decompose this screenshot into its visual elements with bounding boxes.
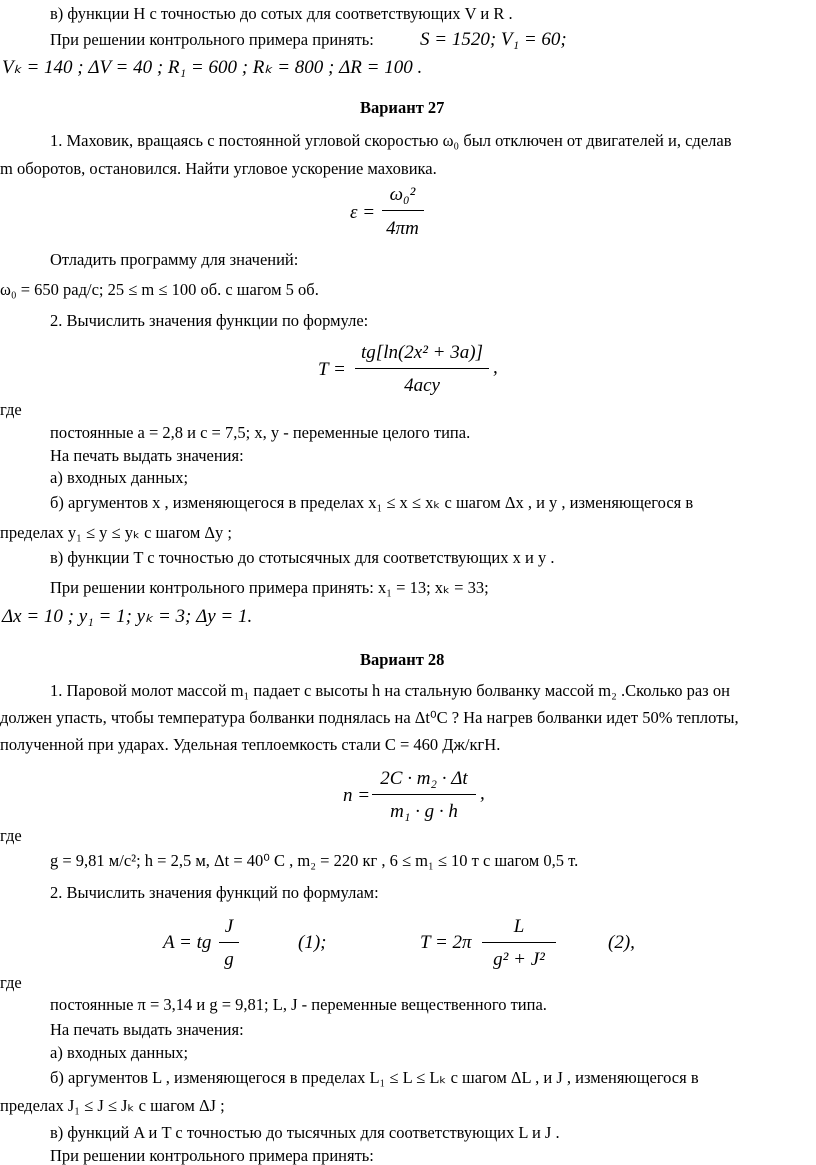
text-line: в) функции H с точностью до сотых для соответствующих V и R . xyxy=(50,4,513,23)
formula-lhs: T = xyxy=(318,359,346,380)
text-line: ω₀ = 650 рад/с; 25 ≤ m ≤ 100 об. с шагом 5 об. xyxy=(0,280,319,299)
formula-lhs: T = 2π xyxy=(420,932,472,953)
formula-denominator: m₁ · g · h xyxy=(390,801,458,822)
text-line: а) входных данных; xyxy=(50,468,189,487)
text-line: 2. Вычислить значения функции по формуле: xyxy=(50,311,369,330)
formula-numerator: J xyxy=(224,916,234,937)
text-line: Отладить программу для значений: xyxy=(50,250,299,269)
formula-lhs: A = tg xyxy=(163,932,212,953)
section-title: Вариант 28 xyxy=(360,650,445,669)
text-line: На печать выдать значения: xyxy=(50,1020,244,1039)
fraction-bar xyxy=(482,942,556,943)
text-line: б) аргументов L , изменяющегося в пределах L₁ ≤ L ≤ Lₖ с шагом ΔL , и J , изменяющегося в xyxy=(50,1068,699,1087)
formula-numerator: L xyxy=(513,916,525,937)
formula-lhs: ε = xyxy=(350,202,376,223)
formula-comma: , xyxy=(493,357,498,378)
text-line: пределах J₁ ≤ J ≤ Jₖ с шагом ΔJ ; xyxy=(0,1096,225,1115)
text-line: При решении контрольного примера принять: xyxy=(50,30,374,49)
text-line: а) входных данных; xyxy=(50,1043,189,1062)
formula-lhs: n = xyxy=(343,785,371,806)
text-line: где xyxy=(0,826,22,845)
text-line: постоянные a = 2,8 и c = 7,5; x, y - переменные целого типа. xyxy=(50,423,471,442)
formula-denominator: 4πm xyxy=(386,218,419,239)
formula-denominator: 4acy xyxy=(404,375,440,396)
text-line: пределах y₁ ≤ y ≤ yₖ с шагом Δy ; xyxy=(0,523,233,542)
math-line: Vₖ = 140 ; ΔV = 40 ; R₁ = 600 ; Rₖ = 800 ; ΔR = 100 . xyxy=(2,57,423,78)
text-line: m оборотов, остановился. Найти угловое ускорение маховика. xyxy=(0,159,437,178)
text-line: в) функций A и T с точностью до тысячных для соответствующих L и J . xyxy=(50,1123,560,1142)
text-line: 1. Паровой молот массой m₁ падает с высоты h на стальную болванку массой m₂ .Сколько раз он xyxy=(50,681,730,700)
formula-tag: (2), xyxy=(608,932,635,953)
fraction-bar xyxy=(355,368,489,369)
text-line: При решении контрольного примера принять: xyxy=(50,1146,374,1165)
fraction-bar xyxy=(382,210,424,211)
text-line: полученной при ударах. Удельная теплоемкость стали C = 460 Дж/кгН. xyxy=(0,735,501,754)
fraction-bar xyxy=(219,942,239,943)
text-line: 1. Маховик, вращаясь с постоянной угловой скоростью ω₀ был отключен от двигателей и, сделав xyxy=(50,131,732,150)
text-line: б) аргументов x , изменяющегося в пределах x₁ ≤ x ≤ xₖ с шагом Δx , и y , изменяющегося в xyxy=(50,493,694,512)
text-line: На печать выдать значения: xyxy=(50,446,244,465)
formula-comma: , xyxy=(480,783,485,804)
text-line: где xyxy=(0,973,22,992)
formula-numerator: ω₀² xyxy=(389,184,416,205)
math-inline: S = 1520; V₁ = 60; xyxy=(420,29,567,50)
text-line: где xyxy=(0,400,22,419)
text-line: g = 9,81 м/с²; h = 2,5 м, Δt = 40⁰ C , m₂ = 220 кг , 6 ≤ m₁ ≤ 10 т с шагом 0,5 т. xyxy=(50,851,579,870)
fraction-bar xyxy=(372,794,476,795)
text-line: 2. Вычислить значения функций по формулам: xyxy=(50,883,379,902)
text-line: в) функции T с точностью до стотысячных для соответствующих x и y . xyxy=(50,548,555,567)
text-line: должен упасть, чтобы температура болванки поднялась на Δt⁰C ? На нагрев болванки идет 50% теплоты, xyxy=(0,708,739,727)
formula-tag: (1); xyxy=(298,932,327,953)
text-line: При решении контрольного примера принять: x₁ = 13; xₖ = 33; xyxy=(50,578,489,597)
formula-denominator: g xyxy=(224,949,234,970)
formula-numerator: 2C · m₂ · Δt xyxy=(380,768,468,789)
formula-denominator: g² + J² xyxy=(493,949,545,970)
math-line: Δx = 10 ; y₁ = 1; yₖ = 3; Δy = 1. xyxy=(2,606,253,627)
section-title: Вариант 27 xyxy=(360,98,445,117)
text-line: постоянные π = 3,14 и g = 9,81; L, J - переменные вещественного типа. xyxy=(50,995,547,1014)
formula-numerator: tg[ln(2x² + 3a)] xyxy=(361,342,483,363)
